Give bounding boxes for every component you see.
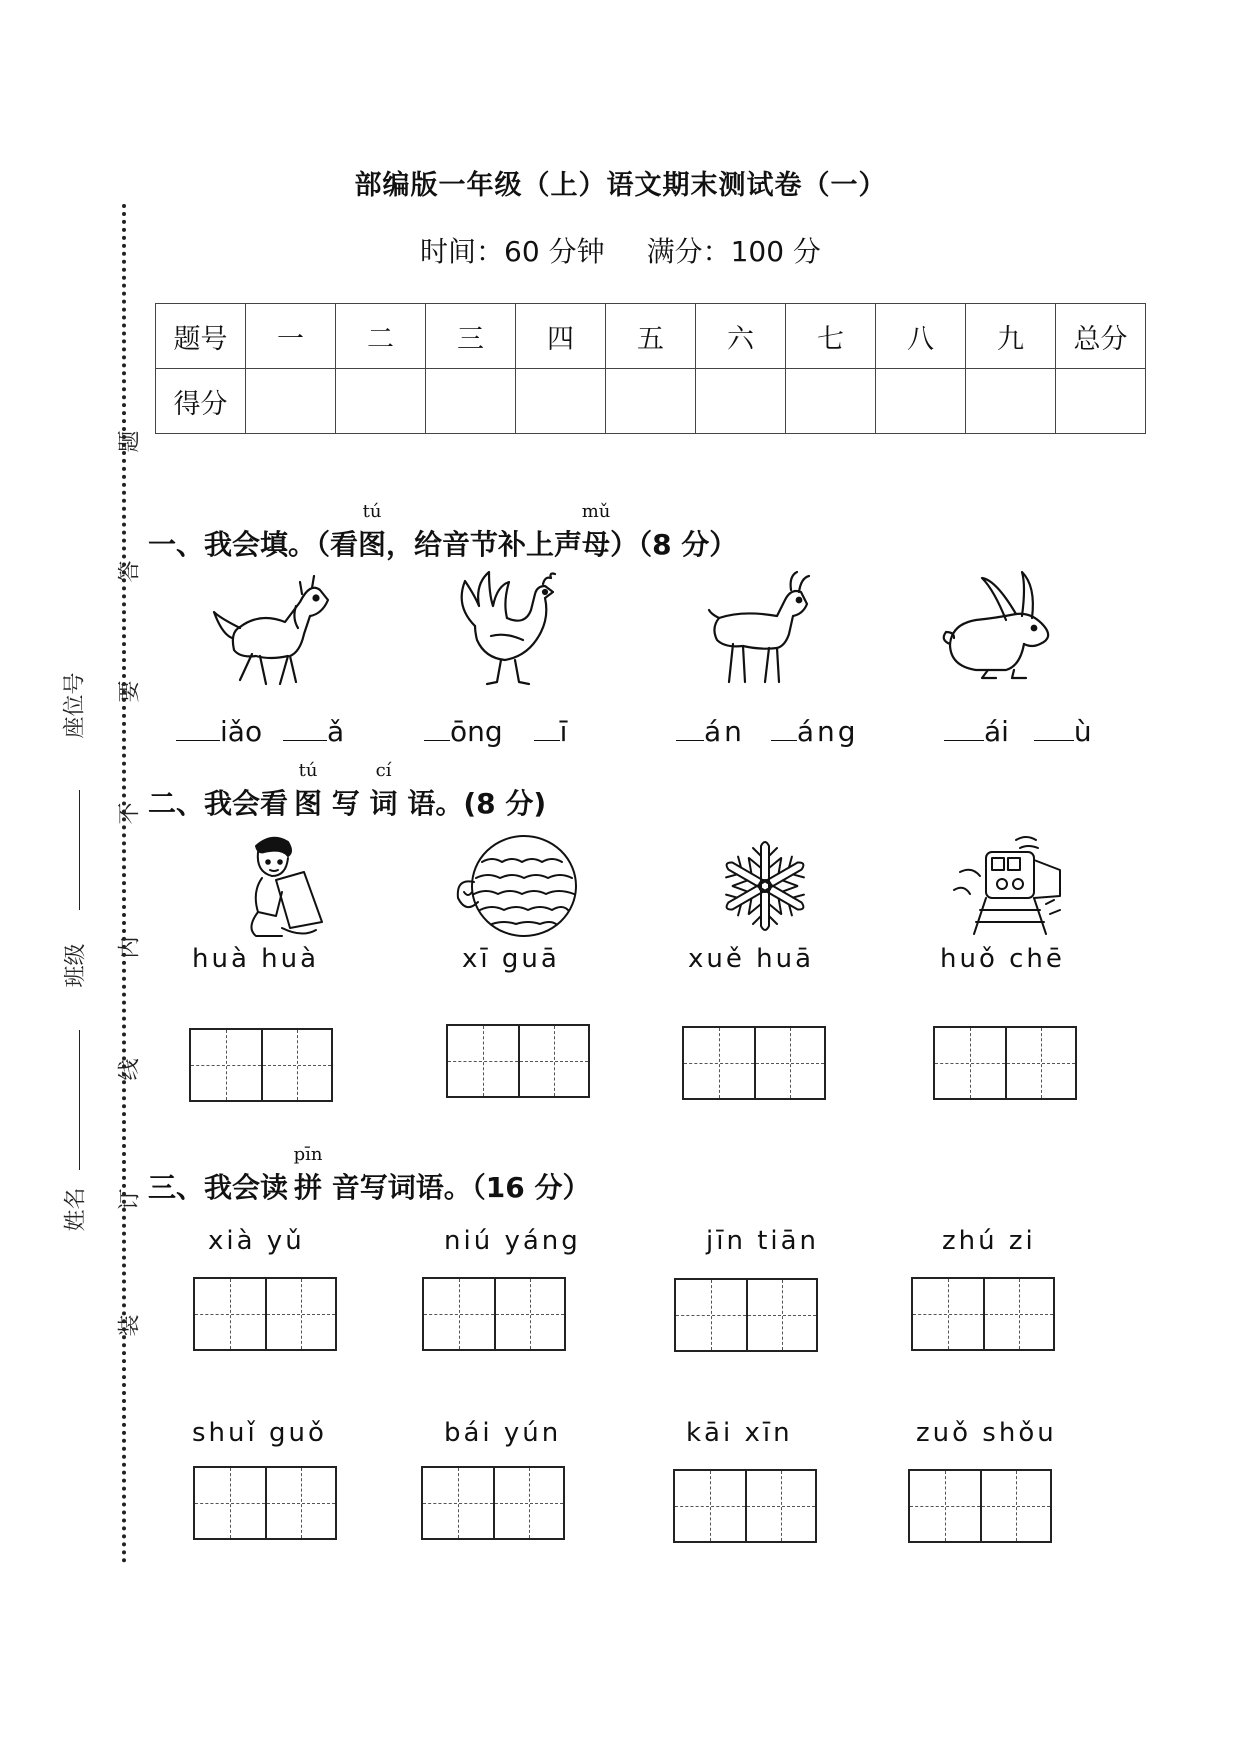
section-3-title: [148, 1144, 591, 1206]
score-cell[interactable]: [966, 369, 1056, 434]
score-cell[interactable]: [426, 369, 516, 434]
score-table-header-row: [156, 304, 1146, 369]
writing-cell[interactable]: [493, 1468, 563, 1538]
syllable-ending: iǎo: [220, 715, 263, 748]
margin-notice-char: 内: [117, 936, 143, 959]
ruby-annotated-char: [358, 501, 387, 563]
section-title-text: 一、我会填。（看: [148, 528, 359, 561]
fill-item: [176, 710, 344, 748]
exam-info: [0, 230, 1241, 270]
margin-notice-char: 不: [117, 802, 143, 825]
ruby-pinyin: tú: [362, 501, 382, 522]
pinyin-prompt: zuǒ shǒu: [916, 1418, 1057, 1448]
writing-grid[interactable]: [911, 1277, 1055, 1351]
score-cell[interactable]: [786, 369, 876, 434]
section-title-text: 二、我会看: [148, 787, 289, 820]
ruby-annotated-char: [369, 760, 398, 822]
answer-blank[interactable]: [676, 710, 704, 741]
pinyin-prompt: xià yǔ: [208, 1226, 305, 1256]
syllable-ending: áng: [796, 715, 859, 748]
margin-notice-char: 题: [117, 430, 143, 453]
score-table-header-cell: 五: [606, 304, 696, 369]
answer-blank[interactable]: [944, 710, 984, 741]
section-title-text: ）（8 分）: [610, 528, 738, 561]
section-title-text: 音写词语。（16 分）: [331, 1171, 591, 1204]
writing-cell[interactable]: [518, 1026, 588, 1096]
ruby-annotated-char: [294, 760, 323, 822]
writing-grid[interactable]: [682, 1026, 826, 1100]
score-cell[interactable]: [516, 369, 606, 434]
writing-cell[interactable]: [448, 1026, 518, 1096]
answer-blank[interactable]: [176, 710, 220, 741]
syllable-ending: ù: [1073, 715, 1092, 748]
section-title-text: 三、我会读: [148, 1171, 289, 1204]
name-write-line[interactable]: [79, 1030, 80, 1170]
ruby-base: 图: [294, 787, 323, 820]
syllable-ending: án: [704, 715, 745, 748]
margin-notice-char: 答: [117, 560, 143, 583]
snowflake-picture: [715, 832, 815, 940]
pinyin-prompt: huǒ chē: [940, 944, 1065, 974]
margin-notice-char: 订: [117, 1188, 143, 1211]
writing-cell[interactable]: [745, 1471, 815, 1541]
answer-blank[interactable]: [771, 710, 797, 741]
writing-cell[interactable]: [935, 1028, 1005, 1098]
writing-grid[interactable]: [933, 1026, 1077, 1100]
pinyin-prompt: huà huà: [192, 944, 320, 974]
section-title-text: 语。(8 分): [407, 787, 547, 820]
fill-item: [944, 710, 1092, 748]
class-label: 班级: [63, 943, 89, 988]
syllable-ending: ī: [559, 715, 568, 748]
score-cell[interactable]: [876, 369, 966, 434]
score-cell[interactable]: [606, 369, 696, 434]
score-table-score-row: [156, 369, 1146, 434]
rooster-picture: [445, 566, 570, 691]
score-cell[interactable]: [1056, 369, 1146, 434]
pinyin-prompt: jīn tiān: [706, 1226, 820, 1256]
ruby-pinyin: cí: [375, 760, 392, 781]
ruby-pinyin: tú: [298, 760, 318, 781]
horse-picture: [200, 572, 340, 692]
pinyin-prompt: niú yáng: [444, 1226, 581, 1256]
ruby-annotated-char: [293, 1144, 323, 1206]
pinyin-prompt: shuǐ guǒ: [192, 1418, 327, 1448]
section-title-text: ，给音节补上声: [386, 528, 583, 561]
writing-cell[interactable]: [676, 1280, 746, 1350]
train-picture: [950, 830, 1065, 940]
writing-grid[interactable]: [189, 1028, 333, 1102]
total-score-label: 满分：100 分: [646, 235, 821, 268]
class-write-line[interactable]: [79, 790, 80, 910]
writing-cell[interactable]: [265, 1279, 335, 1349]
answer-blank[interactable]: [424, 710, 450, 741]
pinyin-prompt: kāi xīn: [686, 1418, 793, 1448]
ruby-annotated-char: [581, 501, 611, 563]
score-table-header-cell: 七: [786, 304, 876, 369]
fill-item: [424, 710, 567, 748]
pinyin-prompt: xuě huā: [688, 944, 815, 974]
watermelon-picture: [452, 832, 582, 942]
score-cell[interactable]: [336, 369, 426, 434]
writing-cell[interactable]: [265, 1468, 335, 1538]
writing-cell[interactable]: [261, 1030, 331, 1100]
writing-cell[interactable]: [910, 1471, 980, 1541]
binding-dotted-line: [122, 204, 126, 1564]
ruby-base: 拼: [294, 1171, 323, 1204]
ruby-base: 母: [582, 528, 611, 561]
page-title: 部编版一年级（上）语文期末测试卷（一）: [354, 170, 887, 201]
writing-cell[interactable]: [754, 1028, 824, 1098]
writing-grid[interactable]: [908, 1469, 1052, 1543]
score-table-header-cell: 九: [966, 304, 1056, 369]
time-label: 时间：60 分钟: [420, 235, 605, 268]
margin-notice-char: 要: [117, 680, 143, 703]
pinyin-prompt: xī guā: [462, 944, 560, 974]
score-row-label: 得分: [156, 369, 246, 434]
score-table-header-cell: 二: [336, 304, 426, 369]
syllable-ending: ǎ: [326, 715, 345, 748]
answer-blank[interactable]: [534, 710, 560, 741]
syllable-ending: ōng: [450, 715, 503, 748]
writing-cell[interactable]: [494, 1279, 564, 1349]
boy-drawing-picture: [242, 832, 332, 942]
pinyin-prompt: zhú zi: [942, 1226, 1036, 1256]
ruby-base: 词: [369, 787, 398, 820]
rabbit-picture: [936, 570, 1066, 685]
section-1-title: [148, 501, 738, 563]
margin-notice-char: 装: [117, 1314, 143, 1337]
writing-cell[interactable]: [746, 1280, 816, 1350]
section-2-title: [148, 760, 547, 822]
writing-cell[interactable]: [983, 1279, 1053, 1349]
answer-blank[interactable]: [283, 710, 327, 741]
writing-cell[interactable]: [195, 1468, 265, 1538]
writing-cell[interactable]: [675, 1471, 745, 1541]
writing-cell[interactable]: [195, 1279, 265, 1349]
answer-blank[interactable]: [1034, 710, 1074, 741]
score-table: [155, 303, 1146, 434]
writing-cell[interactable]: [424, 1279, 494, 1349]
writing-grid[interactable]: [421, 1466, 565, 1540]
ruby-base: 图: [358, 528, 387, 561]
writing-cell[interactable]: [684, 1028, 754, 1098]
seat-number-label: 座位号: [62, 672, 88, 739]
writing-grid[interactable]: [673, 1469, 817, 1543]
score-cell[interactable]: [696, 369, 786, 434]
writing-grid[interactable]: [193, 1466, 337, 1540]
writing-cell[interactable]: [191, 1030, 261, 1100]
pinyin-prompt: bái yún: [444, 1418, 562, 1448]
goat-picture: [703, 570, 818, 690]
writing-cell[interactable]: [423, 1468, 493, 1538]
fill-item: [676, 710, 859, 748]
writing-grid[interactable]: [446, 1024, 590, 1098]
writing-grid[interactable]: [193, 1277, 337, 1351]
score-table-header-cell: 六: [696, 304, 786, 369]
score-table-header-cell: 三: [426, 304, 516, 369]
score-table-header-cell: 一: [246, 304, 336, 369]
name-label: 姓名: [63, 1187, 89, 1232]
writing-grid[interactable]: [422, 1277, 566, 1351]
writing-cell[interactable]: [980, 1471, 1050, 1541]
syllable-ending: ái: [984, 715, 1009, 748]
ruby-pinyin: mǔ: [581, 501, 611, 522]
section-title-text: 写: [331, 787, 360, 820]
ruby-pinyin: pīn: [293, 1144, 323, 1165]
margin-notice-char: 线: [117, 1058, 143, 1081]
score-table-header-cell: 总分: [1056, 304, 1146, 369]
writing-cell[interactable]: [1005, 1028, 1075, 1098]
score-table-header-cell: 四: [516, 304, 606, 369]
score-table-header-cell: 八: [876, 304, 966, 369]
score-cell[interactable]: [246, 369, 336, 434]
score-table-header-cell: 题号: [156, 304, 246, 369]
writing-grid[interactable]: [674, 1278, 818, 1352]
writing-cell[interactable]: [913, 1279, 983, 1349]
